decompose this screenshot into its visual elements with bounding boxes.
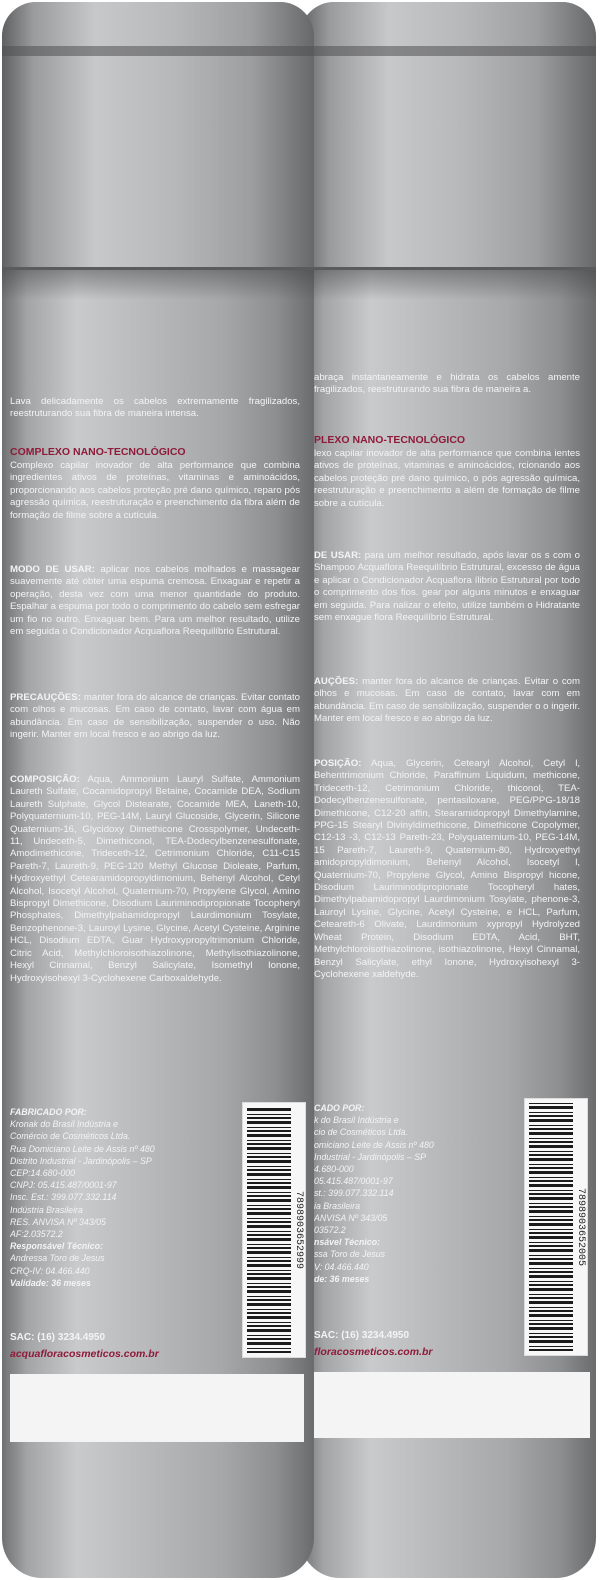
composition-label: POSIÇÃO: bbox=[314, 758, 362, 769]
manufacturer-line: Rua Domiciano Leite de Assis nº 480 bbox=[10, 1143, 155, 1154]
usage-text: para um melhor resultado, após lavar os s com o Shampoo Acquaflora Reequilíbrio Estrutural, excesso de água e aplicar o Condicionador Acquaflora ílibrio Estrutural por todo o comprimento dos fios. gear por alguns minutos e enxaguar em seguida. Para nalizar o efeito, utilize também o Hidratante sem enxague flora Reequilíbrio Estrutural. bbox=[314, 550, 580, 624]
manufacturer-line: 4.680-000 bbox=[314, 1164, 354, 1175]
manufacturer-line: Responsável Técnico: bbox=[10, 1241, 103, 1252]
manufacturer-line: cio de Cosméticos Ltda. bbox=[314, 1127, 408, 1138]
manufacturer-line: AF:2.03572.2 bbox=[10, 1229, 63, 1240]
sac-phone: SAC: (16) 3234.4950 bbox=[314, 1330, 410, 1341]
manufacturer-line: Validade: 36 meses bbox=[10, 1277, 91, 1288]
manufacturer-line: de: 36 meses bbox=[314, 1273, 370, 1284]
manufacturer-line: CEP:14.680-000 bbox=[10, 1168, 76, 1179]
precautions bbox=[314, 676, 580, 726]
sac-phone: SAC: (16) 3234.4950 bbox=[10, 1332, 106, 1343]
conditioner-bottle bbox=[300, 2, 596, 1578]
manufacturer-line: Comércio de Cosméticos Ltda. bbox=[10, 1131, 131, 1142]
manufacturer-line: Andressa Toro de Jesus bbox=[10, 1253, 105, 1264]
composition bbox=[314, 758, 580, 981]
complex-title: COMPLEXO NANO-TECNOLÓGICO bbox=[10, 446, 186, 458]
manufacturer-line: CNPJ: 05.415.487/0001-97 bbox=[10, 1180, 117, 1191]
manufacturer-line: Indústria Brasileira bbox=[10, 1204, 83, 1215]
precautions-text: manter fora do alcance de crianças. Evitar o com olhos e mucosas. Em caso de contato, lavar com em abundância. Em caso de sensibilização, suspender o o ingerir. Manter em local fresco e ao abrigo da luz. bbox=[314, 676, 580, 725]
barcode-number: 7898903652005 bbox=[575, 1187, 586, 1266]
manufacturer-line: ANVISA Nº 343/05 bbox=[314, 1212, 388, 1223]
manufacturer-line: Kronak do Brasil Indústria e bbox=[10, 1119, 119, 1130]
composition bbox=[10, 774, 300, 985]
manufacturer-line: CRQ-IV: 04.466.440 bbox=[10, 1265, 90, 1276]
manufacturer-line: k do Brasil Indústria e bbox=[314, 1115, 399, 1126]
blank-label bbox=[314, 1372, 590, 1438]
manufacturer-label: CADO POR: bbox=[314, 1103, 365, 1113]
bottle-cap bbox=[2, 2, 314, 270]
manufacturer-line: ssa Toro de Jesus bbox=[314, 1249, 386, 1260]
blank-label bbox=[10, 1374, 304, 1442]
precautions-label: AUÇÕES: bbox=[314, 676, 359, 687]
product-description: abraça instantaneamente e hidrata os cabelos amente fragilizados, reestruturando sua fibra de maneira a. bbox=[314, 372, 580, 396]
manufacturer-line: Industrial - Jardinópolis – SP bbox=[314, 1151, 426, 1162]
manufacturer-label: FABRICADO POR: bbox=[10, 1107, 87, 1117]
shampoo-bottle bbox=[2, 2, 314, 1578]
barcode bbox=[524, 1098, 588, 1356]
bottle-cap bbox=[300, 2, 596, 270]
manufacturer-line: Distrito Industrial - Jardinópolis – SP bbox=[10, 1155, 152, 1166]
manufacturer-line: 03572.2 bbox=[314, 1225, 346, 1236]
manufacturer-line: st.: 399.077.332.114 bbox=[314, 1188, 394, 1199]
manufacturer-line: RES. ANVISA Nº 343/05 bbox=[10, 1216, 106, 1227]
composition-label: COMPOSIÇÃO: bbox=[10, 774, 80, 785]
usage-label: MODO DE USAR: bbox=[10, 564, 95, 575]
manufacturer-line: omiciano Leite de Assis nº 480 bbox=[314, 1139, 434, 1150]
manufacturer-info bbox=[314, 1102, 504, 1285]
usage-instructions bbox=[314, 550, 580, 624]
manufacturer-line: V: 04.466.440 bbox=[314, 1261, 369, 1272]
complex-title: PLEXO NANO-TECNOLÓGICO bbox=[314, 434, 466, 446]
composition-text: Aqua, Ammonium Lauryl Sulfate, Ammonium Laureth Sulfate, Cocamidopropyl Betaine, Cocamide DEA, Sodium Laureth Sulphate, Glycol Distearate, Cocamide MEA, Laneth-10, Polyquaternium-10, PEG-14M, Lauryl Glucoside, Glycerin, Silicone Quaternium-16, Glycidoxy Dimethicone Crosspolymer, Undeceth-11, Undeceth-5, Dimethiconol, TEA-Dodecylbenzenesulfonate, Amodimethicone, Trideceth-12, Cetrimonium Chloride, C11-C15 Pareth-7, Laureth-9, PEG-120 Methyl Glucose Dioleate, Parfum, Hydroxyethyl Cetearamidopropyldimonium, Behenyl Alcohol, Cetyl Alcohol, Isocetyl Alcohol, Quaternium-70, Propylene Glycol, Amino Bispropyl Dimethicone, Disodium Lauriminodipropionate Tocopheryl Phosphates, Dimethylpabamidopropyl Laurdimonium Tosylate, Benzophenone-3, Lauroyl Lysine, Glycine, Acetyl Cysteine, Arginine HCL, Disodium EDTA, Guar Hydroxypropyltrimonium Chloride, Citric Acid, Methylchloroisothiazolinone, Methylisothiazolinone, Hexyl Cinnamal, Benzyl Salicylate, Isomethyl Ionone, Hydroxyisohexyl 3-Cyclohexene Carboxaldehyde. bbox=[10, 774, 300, 984]
website: floracosmeticos.com.br bbox=[314, 1346, 433, 1358]
composition-text: Aqua, Glycerin, Cetearyl Alcohol, Cetyl l, Behentrimonium Chloride, Paraffinum Liquidum, methicone, Trideceth-12, Cetrimonium Chloride, thiconol, TEA-Dodecylbenzenesulfonate, pentasiloxane, PEG/PPG-18/18 Dimethicone, C12-20 affin, Stearamidopropyl Dimethylamine, PPG-15 Stearyl Divinyldimethicone, Dimethicone Copolymer, C12-13 -3, C12-13 Pareth-23, Polyquaternium-10, PEG-14M, 15 Pareth-7, Laureth-9, Quaternium-80, Hydroxyethyl amidopropyldimonium, Behenyl Alcohol, Isocetyl l, Quaternium-70, Propylene Glycol, Amino Bispropyl hicone, Disodium Lauriminodipropionate Tocopheryl hates, Dimethylpabamidopropyl Laurdimonium Tosylate, phenone-3, Lauroyl Lysine, Glycine, Acetyl Cysteine, e HCL, Parfum, Ceteareth-6 Olivate, Laurdimonium xypropyl Hydrolyzed Wheat Protein, Disodium EDTA, Acid, BHT, Methylchloroisothiazolinone, isothiazolinone, Hexyl Cinnamal, Benzyl Salicylate, ethyl Ionone, Hydroxyisohexyl 3-Cyclohexene xaldehyde. bbox=[314, 758, 580, 980]
barcode bbox=[242, 1102, 306, 1358]
complex-description: lexo capilar inovador de alta performance que combina ientes ativos de proteínas, vitaminas e aminoácidos, rcionando aos cabelos proteção pré dano químico, o pós agressão química, reestruturação e preenchimento a além de formação de filme sobre a cutícula. bbox=[314, 448, 580, 509]
manufacturer-line: Insc. Est.: 399.077.332.114 bbox=[10, 1192, 117, 1203]
usage-instructions bbox=[10, 564, 300, 638]
manufacturer-line: nsável Técnico: bbox=[314, 1237, 381, 1248]
usage-text: aplicar nos cabelos molhados e massagear suavemente até obter uma espuma cremosa. Enxaguar e repetir a operação, desta vez com uma menor quantidade do produto. Espalhar a espuma por todo o comprimento do cabelo sem esfregar um fio no outro. Enxaguar bem. Para um melhor resultado, utilize em seguida o Condicionador Acquaflora Reequilíbrio Estrutural. bbox=[10, 564, 300, 638]
precautions-label: PRECAUÇÕES: bbox=[10, 692, 81, 703]
manufacturer-line: 05.415.487/0001-97 bbox=[314, 1176, 393, 1187]
complex-description: Complexo capilar inovador de alta performance que combina ingredientes ativos de proteínas, vitaminas e aminoácidos, proporcionando aos cabelos proteção pré dano químico, reparo pós agressão química, reestruturação e preenchimento da fibra além de formação de filme sobre a cutícula. bbox=[10, 460, 300, 521]
precautions bbox=[10, 692, 300, 742]
usage-label: DE USAR: bbox=[314, 550, 362, 561]
barcode-number: 7898903652999 bbox=[293, 1190, 304, 1269]
manufacturer-info bbox=[10, 1106, 234, 1289]
manufacturer-line: ia Brasileira bbox=[314, 1200, 360, 1211]
precautions-text: manter fora do alcance de crianças. Evitar contato com olhos e mucosas. Em caso de contato, lavar com água em abundância. Em caso de sensibilização, suspender o uso. Não ingerir. Manter em local fresco e ao abrigo da luz. bbox=[10, 692, 300, 741]
website: acquafloracosmeticos.com.br bbox=[10, 1348, 159, 1360]
product-description: Lava delicadamente os cabelos extremamente fragilizados, reestruturando sua fibra de maneira intensa. bbox=[10, 396, 300, 420]
